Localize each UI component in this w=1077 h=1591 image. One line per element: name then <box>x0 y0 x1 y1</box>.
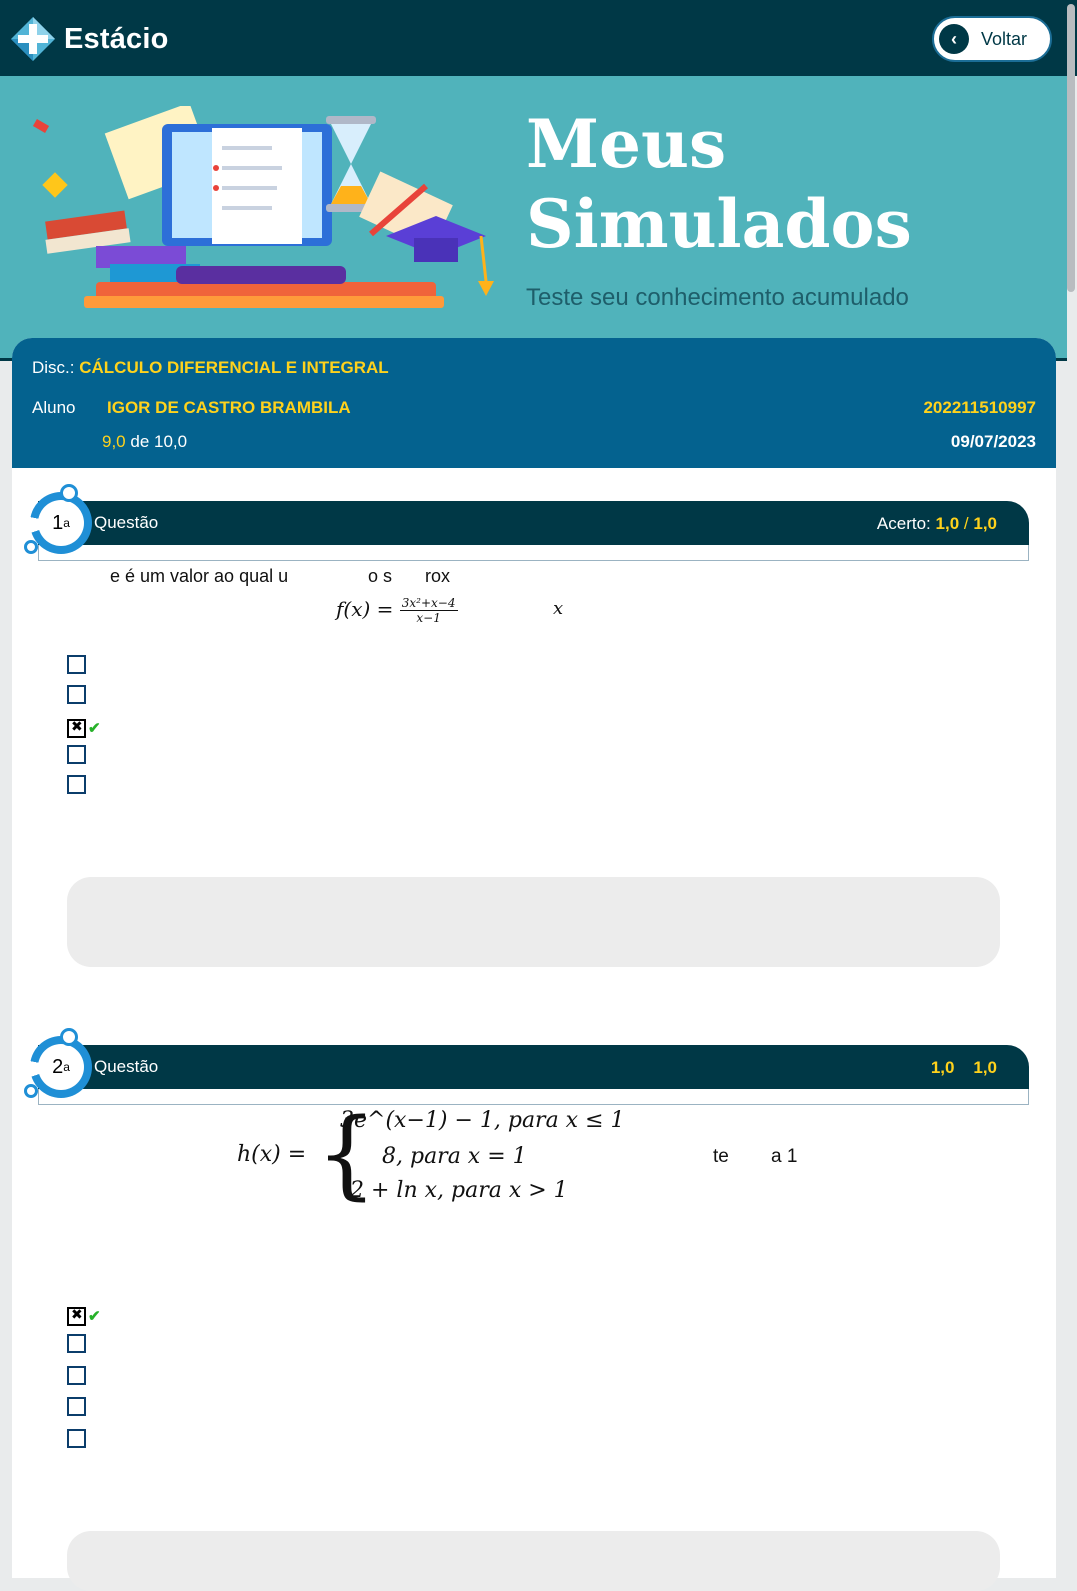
fraction-numerator: 3x²+x−4 <box>401 596 456 610</box>
question-2-option-e[interactable] <box>67 1429 86 1448</box>
score-label: Acerto: <box>876 514 931 533</box>
score-obtained: 1,0 <box>935 514 960 533</box>
score-value: 9,0 <box>102 432 126 451</box>
question-1-option-d[interactable] <box>67 745 86 764</box>
exam-info-header <box>12 338 1056 468</box>
piecewise-brace: { <box>316 1098 378 1210</box>
question-2-underline <box>38 1089 1029 1105</box>
question-2-header <box>38 1045 1029 1089</box>
question-2-option-c[interactable] <box>67 1366 86 1385</box>
question-1-header <box>38 501 1029 545</box>
score-max: 1,0 <box>973 514 997 533</box>
question-1-text-fragment-1: e é um valor ao qual u <box>110 566 289 586</box>
computer-exam-illustration <box>26 106 506 338</box>
page-title <box>526 104 912 264</box>
student-label: Aluno <box>32 398 76 417</box>
fraction-denominator: x−1 <box>416 611 441 625</box>
student-id: 202211510997 <box>923 398 1036 417</box>
discipline-label: Disc.: <box>32 358 75 377</box>
question-2-option-b[interactable] <box>67 1334 86 1353</box>
chevron-left-icon: ‹ <box>939 24 969 54</box>
question-2-number-badge: 2 a <box>30 1036 92 1098</box>
piecewise-case-2: 8, para x = 1 <box>382 1144 527 1169</box>
question-1-score <box>877 514 997 534</box>
exam-date: 09/07/2023 <box>950 432 1036 451</box>
score-max: 1,0 <box>973 1058 997 1077</box>
question-1-text-fragment-2: o s <box>368 566 393 586</box>
page-subtitle: Teste seu conhecimento acumulado <box>526 284 909 311</box>
question-1-text-fragment-3: rox <box>425 566 451 586</box>
question-1-feedback-box <box>67 877 1000 967</box>
question-1-number-badge: 1 a <box>30 492 92 554</box>
function-fraction <box>400 596 458 625</box>
score-obtained: 1,0 <box>930 1058 955 1077</box>
estacio-logo[interactable] <box>10 16 169 62</box>
question-1-function <box>336 596 458 625</box>
question-2-option-a[interactable] <box>67 1307 86 1326</box>
question-1-underline <box>38 545 1029 561</box>
question-1-option-b[interactable] <box>67 685 86 704</box>
question-number: 2 <box>52 1055 64 1078</box>
student-name: IGOR DE CASTRO BRAMBILA <box>107 398 351 417</box>
question-label: Questão <box>94 513 159 532</box>
logo-text: Estácio <box>64 22 169 55</box>
question-2-feedback-box <box>67 1531 1000 1591</box>
back-button-label: Voltar <box>981 28 1028 49</box>
back-button[interactable] <box>932 16 1052 62</box>
question-2-text-fragment-1: te <box>713 1146 729 1167</box>
question-label: Questão <box>94 1057 159 1076</box>
question-2-option-d[interactable] <box>67 1397 86 1416</box>
question-1-option-a[interactable] <box>67 655 86 674</box>
piecewise-case-3: 2 + ln x, para x > 1 <box>350 1178 568 1203</box>
discipline-value: CÁLCULO DIFERENCIAL E INTEGRAL <box>79 358 389 377</box>
question-1-option-c[interactable] <box>67 719 86 738</box>
estacio-logo-icon <box>10 16 56 62</box>
question-2-text-fragment-2: a 1 <box>771 1146 798 1167</box>
page-title-line1: Meus <box>526 105 727 183</box>
question-1-variable: x <box>553 598 564 619</box>
piecewise-case-1: 3e^(x−1) − 1, para x ≤ 1 <box>340 1108 625 1133</box>
scrollbar[interactable] <box>1067 4 1075 292</box>
hero-banner <box>0 76 1067 361</box>
correct-check-icon: ✔ <box>88 1308 101 1325</box>
question-number: 1 <box>52 511 64 534</box>
function-name: f(x) = <box>336 597 394 621</box>
page-title-line2: Simulados <box>526 185 912 263</box>
question-2-function-name: h(x) = <box>237 1142 307 1167</box>
score-separator: / <box>963 514 969 533</box>
score-suffix: de 10,0 <box>130 432 188 451</box>
question-2-score <box>931 1058 997 1078</box>
correct-check-icon: ✔ <box>88 720 101 737</box>
top-bar <box>0 0 1077 76</box>
question-1-option-e[interactable] <box>67 775 86 794</box>
discipline-row <box>32 358 389 378</box>
total-score <box>102 432 187 452</box>
